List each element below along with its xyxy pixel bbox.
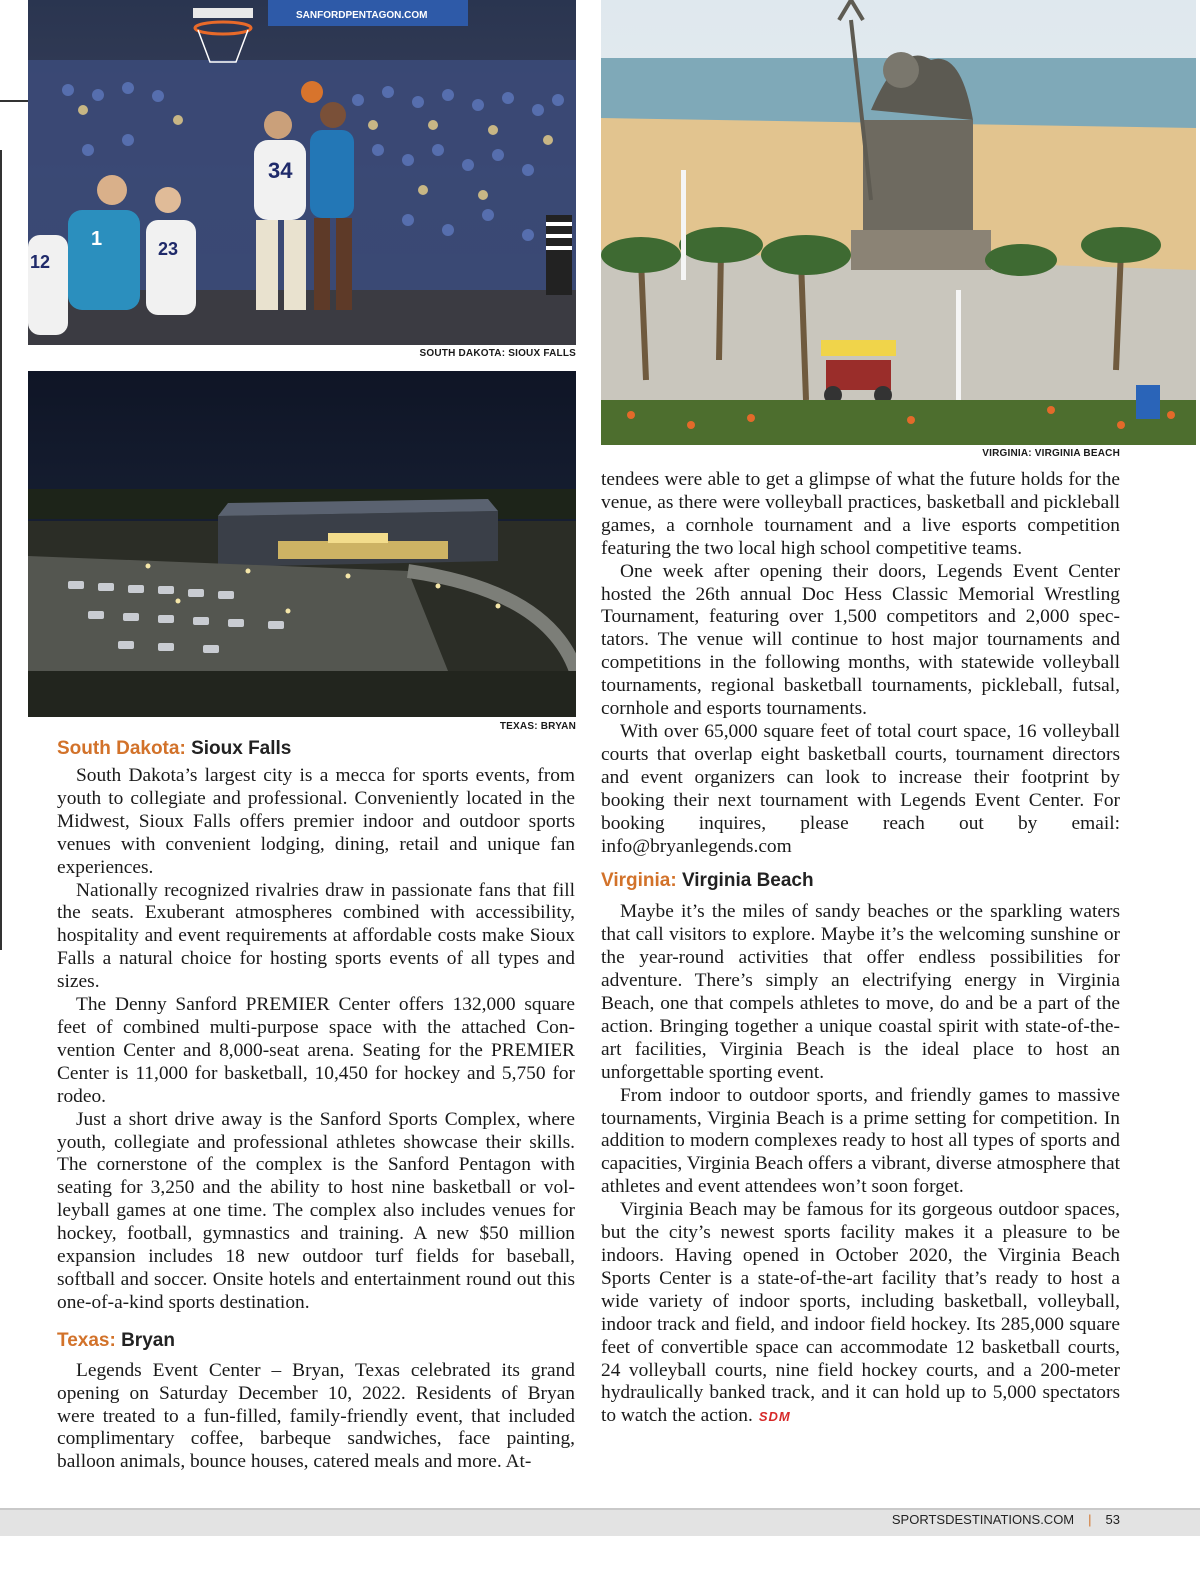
margin-rule-side xyxy=(0,150,2,950)
paragraph-tx-continued-3: With over 65,000 square feet of total court space, 16 volleyball courts that overlap eight basketball courts, tournament directors and event organizers can look to increase their footprint by booking their next tournament with Legends Event Center. For booking inquires, please reach out by email: info@bryanlegends.com xyxy=(601,720,1120,857)
footer-site-link[interactable]: SPORTSDESTINATIONS.COM xyxy=(891,1512,1075,1527)
caption-virginia-beach: VIRGINIA: VIRGINIA BEACH xyxy=(982,448,1120,459)
heading-city-bryan: Bryan xyxy=(121,1329,175,1351)
heading-state-texas: Texas: xyxy=(57,1329,116,1351)
heading-state-virginia: Virginia: xyxy=(601,870,677,892)
photo-bryan-venue-night xyxy=(28,371,576,717)
jersey-12-text: 12 xyxy=(30,252,51,272)
page-footer xyxy=(892,1512,1120,1527)
paragraph-va-1: Maybe it’s the miles of sandy beaches or the sparkling waters that call visitors to explore. Maybe it’s the welcoming sunshine or the year-round activities that offer endless possibilities for adventure. There’s simply an electrifying energy in Virginia Beach, one that compels athletes to move, do and be a part of the action. Bringing together a unique coastal spirit with state-of-the-art facilities, Virginia Beach is the ideal place to host an unforgettable sporting event. xyxy=(601,901,1120,1083)
paragraph-tx-continued-2: One week after opening their doors, Legends Event Center hosted the 26th annual Doc Hess Classic Memorial Wrestling Tournament, featuring over 1,500 competitors and 2,000 spectators. The venue will continue to host major tournaments and competitions in the following months, with statewide volleyball tournaments, regional basketball tournaments, pickleball, futsal, cornhole and esports tournaments. xyxy=(601,560,1120,720)
footer-separator: | xyxy=(1088,1512,1092,1527)
jersey-1-text: 1 xyxy=(91,228,103,250)
heading-texas xyxy=(57,1329,575,1353)
paragraph-sd-4: Just a short drive away is the Sanford Sports Complex, where youth, collegiate and professional athletes showcase their skills. The cornerstone of the complex is the Sanford Pentagon with seating for 3,250 and the ability to host nine basketball or volleyball games at one time. The complex also includes venues for hockey, football, gymnastics and training. A new $50 million expansion includes 18 new outdoor turf fields for baseball, softball and soccer. Onsite hotels and entertainment round out this one-of-a-kind sports destination. xyxy=(57,1108,575,1313)
jersey-34-text: 34 xyxy=(268,158,293,183)
heading-city-sioux-falls: Sioux Falls xyxy=(191,738,292,759)
caption-sioux-falls: SOUTH DAKOTA: SIOUX FALLS xyxy=(419,348,576,359)
paragraph-sd-2: Nationally recognized rivalries draw in passionate fans that fill the seats. Exuberant atmospheres combined with accessibility, hospitality and event requirements at affordable costs make Sioux Falls a natural choice for hosting sports events of all types and sizes. xyxy=(57,879,575,993)
paragraph-va-3-text: Virginia Beach may be famous for its gorgeous outdoor spaces, but the city’s newest sports facility makes it a pleasure to be indoors. Having opened in October 2020, the Virginia Beach Sports Center is a state-of-the-art facility that’s ready to host a wide variety of indoor sports, including basketball, volleyball, indoor track and field, and indoor field hockey. Its 285,000 square feet of convertible space can accommodate 12 basketball courts, 24 volleyball courts, nine field hockey courts, and a 200-meter hydraulically banked track, and it can hold up to 5,000 spectators to watch the action. xyxy=(601,1199,1120,1427)
heading-city-virginia-beach: Virginia Beach xyxy=(681,870,814,892)
paragraph-va-3 xyxy=(601,1199,1120,1429)
paragraph-sd-3: The Denny Sanford PREMIER Center offers 132,000 square feet of combined multi-purpose space with the attached Convention Center and 8,000-seat arena. Seating for the PREMIER Center is 11,000 for basketball, 10,450 for hockey and 5,750 for rodeo. xyxy=(57,994,575,1107)
photo-virginia-beach-neptune xyxy=(601,0,1196,445)
paragraph-tx-continued-1: tendees were able to get a glimpse of what the future holds for the venue, as there were volleyball practices, basketball and pickleball games, a cornhole tournament and a live esports competition featuring the two local high school competitive teams. xyxy=(601,469,1120,559)
heading-state-south-dakota: South Dakota: xyxy=(57,738,186,759)
paragraph-sd-1: South Dakota’s largest city is a mecca for sports events, from youth to collegiate and professional. Conveniently located in the Midwest, Sioux Falls offers premier indoor and outdoor sports venues with convenient lodging, dining, retail and unique fan experiences. xyxy=(57,765,575,878)
jersey-23-text: 23 xyxy=(158,239,179,259)
footer-page-number: 53 xyxy=(1105,1512,1120,1527)
paragraph-tx-1: Legends Event Center – Bryan, Texas celebrated its grand opening on Saturday December 10, 2022. Residents of Bryan were treated to a fun-filled, family-friendly event, that included complimentary coffee, barbeque sandwiches, face painting, balloon animals, bounce houses, catered meals and more. At- xyxy=(57,1359,575,1473)
heading-south-dakota xyxy=(57,737,575,761)
right-text-column xyxy=(601,469,1120,1429)
sdm-end-mark: SDM xyxy=(758,1409,791,1425)
left-text-column xyxy=(57,737,575,1474)
paragraph-va-2: From indoor to outdoor sports, and friendly games to massive tournaments, Virginia Beach is a prime setting for competition. In addition to modern complexes ready to host all types of sports and capacities, Virginia Beach offers a vibrant, diverse atmosphere that athletes and event attendees won’t soon forget. xyxy=(601,1084,1120,1198)
photo-sioux-falls-basketball xyxy=(28,0,576,345)
heading-virginia xyxy=(601,869,1120,893)
margin-rule-top xyxy=(0,100,28,102)
banner-text: SANFORDPENTAGON.COM xyxy=(296,10,428,21)
caption-bryan: TEXAS: BRYAN xyxy=(499,721,576,732)
